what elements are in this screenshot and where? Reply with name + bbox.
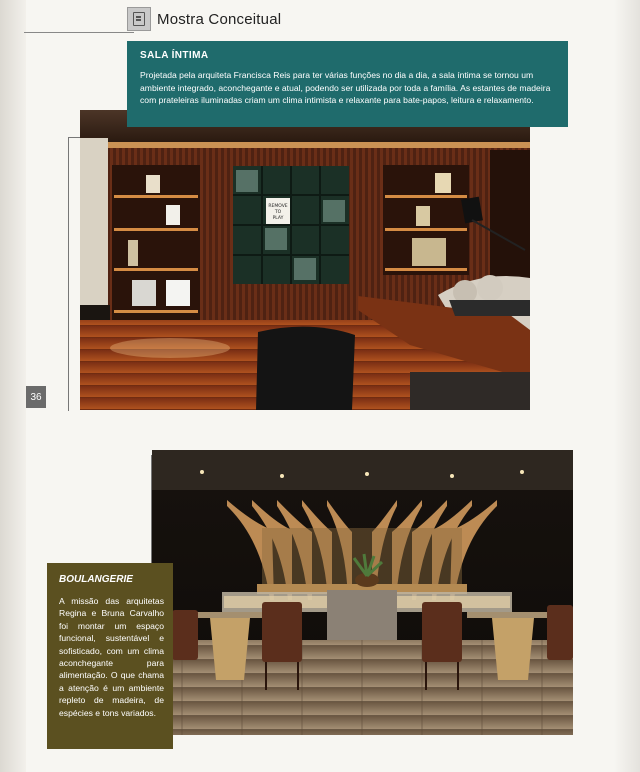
page-number: 36 — [26, 386, 46, 408]
page-gutter — [0, 0, 26, 772]
section-title: Mostra Conceitual — [157, 10, 282, 28]
sala-intima-title: SALA ÍNTIMA — [140, 50, 209, 61]
svg-text:TO: TO — [274, 210, 282, 215]
header-rule — [24, 32, 134, 33]
document-icon — [127, 7, 151, 31]
sala-intima-photo — [80, 110, 530, 410]
page-edge-shade — [614, 0, 640, 772]
sala-intima-text: Projetada pela arquiteta Francisca Reis para ter várias funções no dia a dia, a sala íntima se tornou um ambiente integrado, aconchegante e atual, podendo ser utilizada por toda a família. As estantes de madeira com prateleiras iluminadas criam um clima intimista e relaxante para bate-papos, leitura e relaxamento. — [140, 70, 551, 106]
boulangerie-caption — [47, 563, 173, 749]
artwork-label: REMOVE — [268, 204, 288, 209]
boulangerie-title: BOULANGERIE — [59, 574, 133, 585]
sala-intima-caption — [127, 41, 568, 127]
boulangerie-text: A missão das arquitetas Regina e Bruna Carvalho foi montar um espaço funcional, sustentável e sofisticado, com um clima aconchegante para alimentação. O que chama a atenção é um ambiente repleto de madeira, de espécies e tons variados. — [59, 596, 164, 718]
svg-text:PLAY: PLAY — [272, 216, 284, 221]
section-header — [127, 6, 281, 32]
boulangerie-photo — [152, 450, 573, 735]
